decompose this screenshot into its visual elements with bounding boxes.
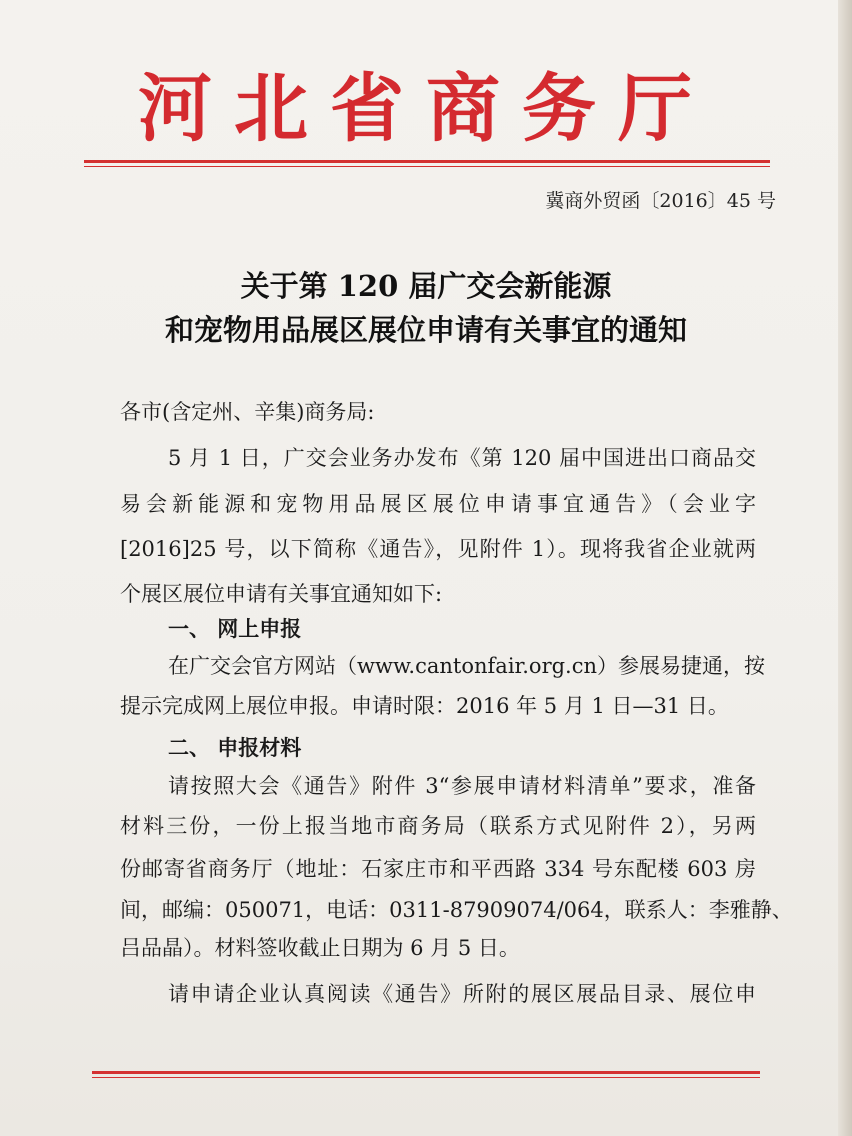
notice-title-line-1: 关于第 120 届广交会新能源 — [240, 269, 612, 303]
intro-line-4: 个展区展位申请有关事宜通知如下: — [120, 582, 443, 606]
section-2-line-5: 吕品晶）。材料签收截止日期为 6 月 5 日。 — [120, 936, 520, 960]
page-edge-shadow — [838, 0, 852, 1136]
footer-red-rule-thin — [92, 1077, 760, 1078]
agency-letterhead: 河北省商务厅 — [138, 66, 714, 152]
salutation: 各市(含定州、辛集)商务局: — [120, 400, 375, 424]
section-2-line-2: 材料三份，一份上报当地市商务局（联系方式见附件 2），另两 — [120, 814, 756, 838]
notice-title-line-2: 和宠物用品展区展位申请有关事宜的通知 — [164, 313, 687, 347]
closing-line-1: 请申请企业认真阅读《通告》所附的展区展品目录、展位申 — [168, 982, 756, 1006]
section-1-line-1: 在广交会官方网站（www.cantonfair.org.cn）参展易捷通，按 — [168, 654, 766, 678]
document-number: 冀商外贸函〔2016〕45 号 — [545, 190, 776, 212]
section-2-line-4: 间，邮编：050071，电话：0311-87909074/064，联系人：李雅静、 — [120, 898, 793, 922]
intro-line-2: 易会新能源和宠物用品展区展位申请事宜通告》（会业字 — [120, 492, 756, 516]
section-2-line-1: 请按照大会《通告》附件 3“参展申请材料清单”要求，准备 — [168, 774, 756, 798]
letterhead-red-rule — [84, 160, 770, 163]
section-1-line-2: 提示完成网上展位申报。申请时限：2016 年 5 月 1 日—31 日。 — [120, 694, 729, 718]
section-1-heading: 一、 网上申报 — [168, 616, 302, 641]
intro-line-1: 5 月 1 日，广交会业务办发布《第 120 届中国进出口商品交 — [168, 446, 756, 470]
section-2-heading: 二、 申报材料 — [168, 735, 302, 760]
footer-red-rule — [92, 1071, 760, 1074]
letterhead-red-rule-thin — [84, 166, 770, 167]
section-2-line-3: 份邮寄省商务厅（地址：石家庄市和平西路 334 号东配楼 603 房 — [120, 857, 756, 881]
intro-line-3: [2016]25 号，以下简称《通告》，见附件 1）。现将我省企业就两 — [120, 537, 756, 561]
